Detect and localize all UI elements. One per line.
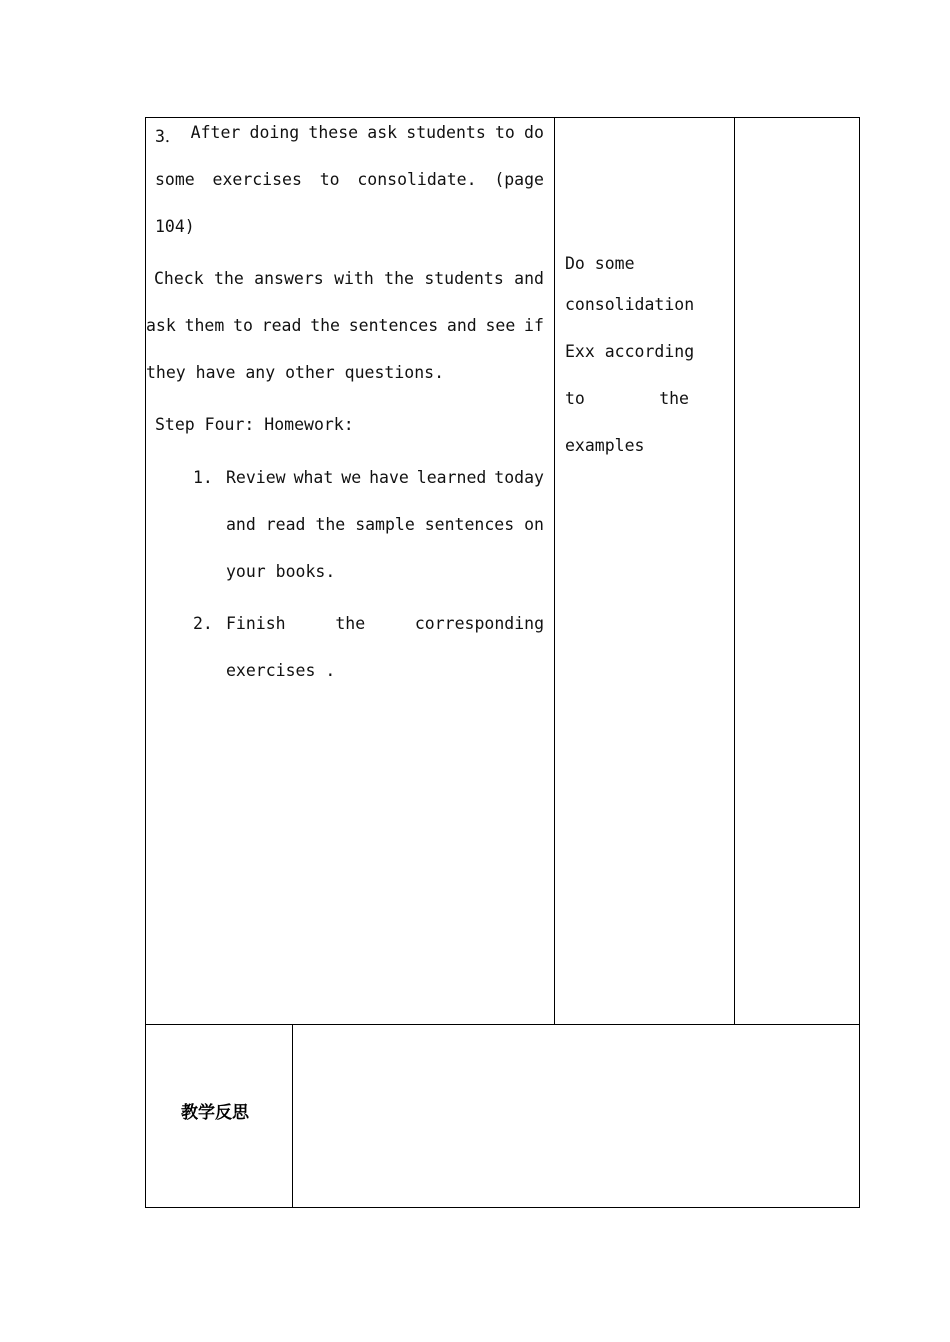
- table-top-border: [145, 117, 860, 118]
- word: sentences: [348, 316, 439, 335]
- homework-2-line1: [226, 614, 544, 633]
- word: we: [341, 468, 362, 487]
- word: the: [310, 316, 340, 335]
- step-four-heading: Step Four: Homework:: [155, 415, 354, 434]
- word: what: [293, 468, 334, 487]
- table-left-border: [145, 117, 146, 1208]
- homework-2-number: 2.: [193, 614, 213, 633]
- table-right-border: [859, 117, 860, 1208]
- mid-line2: consolidation: [565, 295, 695, 314]
- item3-line2: [155, 170, 544, 189]
- mid-line5: examples: [565, 436, 645, 455]
- word: answers: [254, 269, 324, 288]
- homework-1-number: 1.: [193, 468, 213, 487]
- word: learned: [416, 468, 487, 487]
- word: Check: [154, 269, 204, 288]
- word: with: [334, 269, 374, 288]
- word: ask: [367, 123, 398, 142]
- word: today: [494, 468, 544, 487]
- homework-2-line2: exercises .: [226, 661, 336, 680]
- word: have: [369, 468, 409, 487]
- word: the: [384, 269, 414, 288]
- col-divider-2: [734, 117, 735, 1025]
- word: and: [226, 515, 256, 534]
- word: Finish: [226, 614, 286, 633]
- word: read: [261, 316, 302, 335]
- word: to: [319, 170, 340, 189]
- word: and: [446, 316, 477, 335]
- word: do: [524, 123, 544, 142]
- reflection-divider: [292, 1024, 293, 1208]
- word: students: [406, 123, 486, 142]
- homework-1-line3: your books.: [226, 562, 336, 581]
- check-line1: [154, 269, 544, 288]
- word: to: [233, 316, 253, 335]
- word: the: [214, 269, 244, 288]
- word: to: [494, 123, 515, 142]
- word: doing: [249, 123, 300, 142]
- reflection-label: 教学反思: [181, 1103, 249, 1123]
- word: Review: [226, 468, 286, 487]
- item3-line1: [155, 123, 544, 147]
- homework-1-line1: [226, 468, 544, 487]
- word: these: [308, 123, 359, 142]
- homework-1-line2: [226, 515, 544, 534]
- word: the: [315, 515, 346, 534]
- word: the: [335, 614, 366, 633]
- word: (page: [494, 170, 544, 189]
- word: corresponding: [414, 614, 544, 633]
- word: consolidate.: [357, 170, 477, 189]
- mid-line1: Do some: [565, 254, 635, 273]
- table-bottom-border: [145, 1207, 860, 1208]
- item3-line3: 104): [155, 217, 195, 236]
- word: After: [190, 123, 241, 142]
- word: on: [524, 515, 544, 534]
- word: ask: [146, 316, 176, 335]
- word: sentences: [424, 515, 515, 534]
- word: the: [659, 389, 689, 408]
- row-divider: [145, 1024, 860, 1025]
- word: some: [155, 170, 195, 189]
- word: 3．: [155, 127, 182, 146]
- word: students: [424, 269, 504, 288]
- word: to: [565, 389, 585, 408]
- word: if: [524, 316, 544, 335]
- word: read: [265, 515, 306, 534]
- mid-line4: [565, 389, 689, 408]
- word: sample: [355, 515, 415, 534]
- word: exercises: [212, 170, 302, 189]
- col-divider-1: [554, 117, 555, 1025]
- mid-line3: Exx according: [565, 342, 695, 361]
- word: and: [514, 269, 544, 288]
- check-line2: [146, 316, 544, 335]
- word: see: [485, 316, 516, 335]
- check-line3: they have any other questions.: [146, 363, 445, 382]
- word: them: [184, 316, 225, 335]
